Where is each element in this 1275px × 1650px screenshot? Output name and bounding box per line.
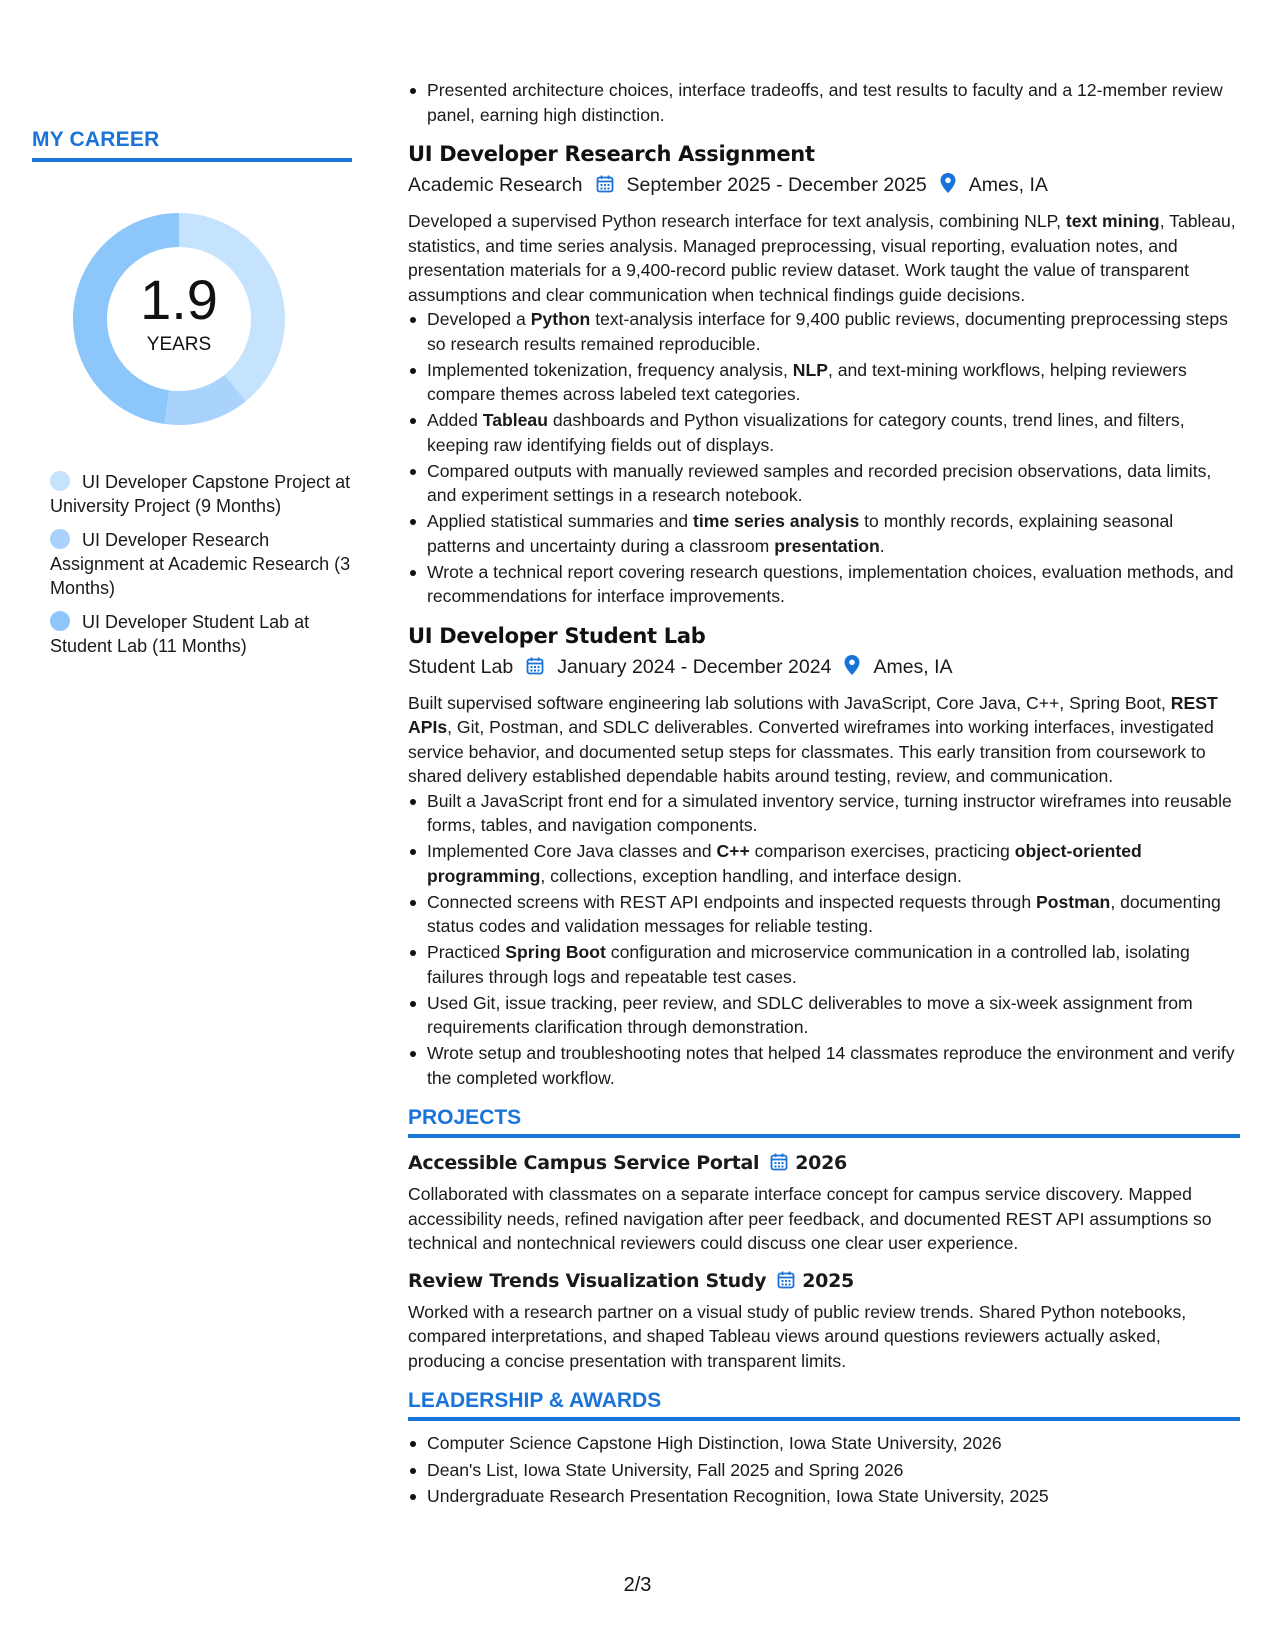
text-run: Applied statistical summaries and — [427, 511, 693, 531]
legend-label: UI Developer Student Lab at Student Lab (11 Months) — [50, 612, 310, 656]
text-run: , Git, Postman, and SDLC deliverables. Converted wireframes into working interfaces, investigated service behavior, and documented setup steps for classmates. This early transition from coursework to shared delivery established dependable habits around testing, review, and communication. — [408, 717, 1214, 786]
bullet-item — [408, 1041, 1240, 1090]
project-title-row — [408, 1150, 1240, 1179]
project-entry — [408, 1150, 1240, 1256]
job-org: Academic Research — [408, 174, 583, 196]
job-title: UI Developer Research Assignment — [408, 142, 815, 166]
job-bullets — [408, 789, 1240, 1091]
career-sidebar — [32, 128, 352, 668]
text-run: Developed a — [427, 309, 531, 329]
award-item: Computer Science Capstone High Distinction, Iowa State University, 2026 — [408, 1431, 1240, 1456]
bullet-item — [408, 307, 1240, 356]
job-org: Student Lab — [408, 655, 514, 678]
text-run: Used Git, issue tracking, peer review, and SDLC deliverables to move a six-week assignment from requirements clarification through demonstration. — [427, 992, 1193, 1037]
award-item: Undergraduate Research Presentation Recognition, Iowa State University, 2025 — [408, 1484, 1240, 1509]
awards-list — [408, 1431, 1240, 1509]
bold-text: NLP — [792, 359, 828, 380]
job-description — [408, 691, 1240, 789]
text-run: Practiced — [427, 942, 506, 962]
text-run: comparison exercises, practicing — [749, 841, 1015, 861]
awards-heading: LEADERSHIP & AWARDS — [408, 1389, 1240, 1421]
award-item: Dean's List, Iowa State University, Fall 2025 and Spring 2026 — [408, 1458, 1240, 1483]
legend-label: UI Developer Research Assignment at Academic Research (3 Months) — [50, 530, 351, 598]
bullet-item — [408, 839, 1240, 888]
job-entry — [408, 621, 1240, 1091]
text-run: dashboards and Python visualizations for category counts, trend lines, and filters, keeping raw identifying fields out of displays. — [427, 410, 1185, 455]
bold-text: REST APIs — [408, 692, 1218, 737]
career-donut-chart — [66, 206, 292, 432]
text-run: Built a JavaScript front end for a simulated inventory service, turning instructor wireframes into reusable forms, tables, and navigation components. — [427, 790, 1232, 835]
jobs-list — [408, 139, 1240, 1090]
project-title: Accessible Campus Service Portal — [408, 1152, 760, 1174]
text-run: text-analysis interface for 9,400 public reviews, documenting preprocessing steps so research results remained reproducible. — [427, 309, 1228, 354]
career-legend — [32, 470, 352, 658]
bold-text: Tableau — [482, 410, 548, 430]
calendar-icon — [525, 655, 545, 685]
text-run: Developed a supervised Python research interface for text analysis, combining NLP, — [408, 211, 1066, 231]
text-run: Implemented tokenization, frequency analysis, — [427, 359, 793, 380]
bold-text: Python — [530, 309, 591, 329]
job-description — [408, 209, 1240, 307]
bold-text: text mining — [1065, 211, 1160, 231]
job-meta — [408, 652, 1240, 685]
text-run: configuration and microservice communication in a controlled lab, isolating failures through logs and repeatable test cases. — [427, 942, 1190, 987]
total-years-value: 1.9 — [140, 268, 218, 331]
text-run: Added — [427, 410, 483, 430]
job-location: Ames, IA — [968, 174, 1048, 196]
text-run: Implemented Core Java classes and — [427, 841, 717, 861]
bold-text: Spring Boot — [505, 942, 606, 962]
text-run: , collections, exception handling, and interface design. — [540, 865, 962, 886]
projects-heading: PROJECTS — [408, 1106, 1240, 1138]
job-location: Ames, IA — [873, 655, 953, 678]
bold-text: object-oriented programming — [427, 841, 1142, 886]
text-run: Built supervised software engineering lab solutions with JavaScript, Core Java, C++, Spring Boot, — [408, 692, 1171, 713]
job-bullets — [408, 307, 1240, 609]
job-entry — [408, 139, 1240, 609]
bold-text: C++ — [716, 841, 750, 861]
bold-text: presentation — [774, 535, 880, 556]
bullet-item — [408, 509, 1240, 558]
text-run: , Tableau, statistics, and time series analysis. Managed preprocessing, visual reporting, evaluation notes, and presentation materials for a 9,400-record public review dataset. Work taught the value of transparent assumptions and clear communication when technical findings guide decisions. — [408, 211, 1236, 305]
text-run: Connected screens with REST API endpoints and inspected requests through — [427, 891, 1036, 912]
job-title: UI Developer Student Lab — [408, 623, 706, 648]
text-run: to monthly records, explaining seasonal patterns and uncertainty during a classroom — [427, 511, 1174, 556]
project-description: Collaborated with classmates on a separate interface concept for campus service discovery. Mapped accessibility needs, refined navigation after peer feedback, and documented REST API assumptions so technical and nontechnical reviewers could discuss one clear user experience. — [408, 1184, 1212, 1253]
bullet-item: Presented architecture choices, interface tradeoffs, and test results to faculty and a 12-member review panel, earning high distinction. — [408, 78, 1240, 127]
calendar-icon — [769, 1152, 789, 1179]
calendar-icon — [595, 173, 615, 203]
project-title: Review Trends Visualization Study — [408, 1269, 767, 1292]
legend-label: UI Developer Capstone Project at University Project (9 Months) — [50, 472, 351, 516]
bullet-item — [408, 789, 1240, 838]
legend-dot — [50, 529, 70, 549]
main-content — [408, 78, 1240, 1511]
job-meta — [408, 170, 1240, 203]
bold-text: Postman — [1036, 891, 1111, 912]
project-title-row — [408, 1268, 1240, 1297]
text-run: Compared outputs with manually reviewed samples and recorded precision observations, data limits, and experiment settings in a research notebook. — [427, 460, 1212, 505]
project-year: 2025 — [802, 1269, 854, 1292]
legend-item — [50, 528, 352, 600]
project-entry — [408, 1268, 1240, 1374]
total-years-unit: YEARS — [146, 334, 212, 355]
bullet-item — [408, 940, 1240, 989]
page-number: 2/3 — [623, 1574, 652, 1596]
map-pin-icon — [939, 172, 957, 203]
bullet-item — [408, 890, 1240, 939]
bullet-item — [408, 358, 1240, 407]
text-run: . — [879, 535, 885, 556]
bullet-item — [408, 408, 1240, 457]
job-dates: January 2024 - December 2024 — [557, 655, 832, 678]
legend-item — [50, 470, 352, 518]
text-run: , and text-mining workflows, helping reviewers compare themes across labeled text categories. — [427, 359, 1187, 404]
bullet-item — [408, 991, 1240, 1040]
project-year: 2026 — [795, 1152, 847, 1174]
legend-dot — [50, 611, 70, 631]
calendar-icon — [776, 1270, 796, 1297]
map-pin-icon — [843, 654, 861, 685]
legend-dot — [50, 471, 70, 491]
donut-center — [66, 206, 292, 432]
career-heading: MY CAREER — [32, 128, 352, 162]
bullet-item — [408, 459, 1240, 508]
job-dates: September 2025 - December 2025 — [626, 174, 927, 196]
bold-text: time series analysis — [692, 511, 860, 531]
text-run: Wrote setup and troubleshooting notes that helped 14 classmates reproduce the environment and verify the completed workflow. — [427, 1043, 1235, 1088]
legend-item — [50, 610, 352, 658]
intro-bullets — [408, 78, 1240, 127]
projects-list — [408, 1150, 1240, 1373]
project-description: Worked with a research partner on a visual study of public review trends. Shared Python notebooks, compared interpretations, and shaped Tableau views around questions reviewers actually asked, producing a concise presentation with transparent limits. — [408, 1301, 1187, 1371]
text-run: Wrote a technical report covering research questions, implementation choices, evaluation methods, and recommendations for interface improvements. — [427, 561, 1234, 606]
bullet-item — [408, 560, 1240, 609]
text-run: , documenting status codes and validation messages for reliable testing. — [427, 891, 1221, 936]
